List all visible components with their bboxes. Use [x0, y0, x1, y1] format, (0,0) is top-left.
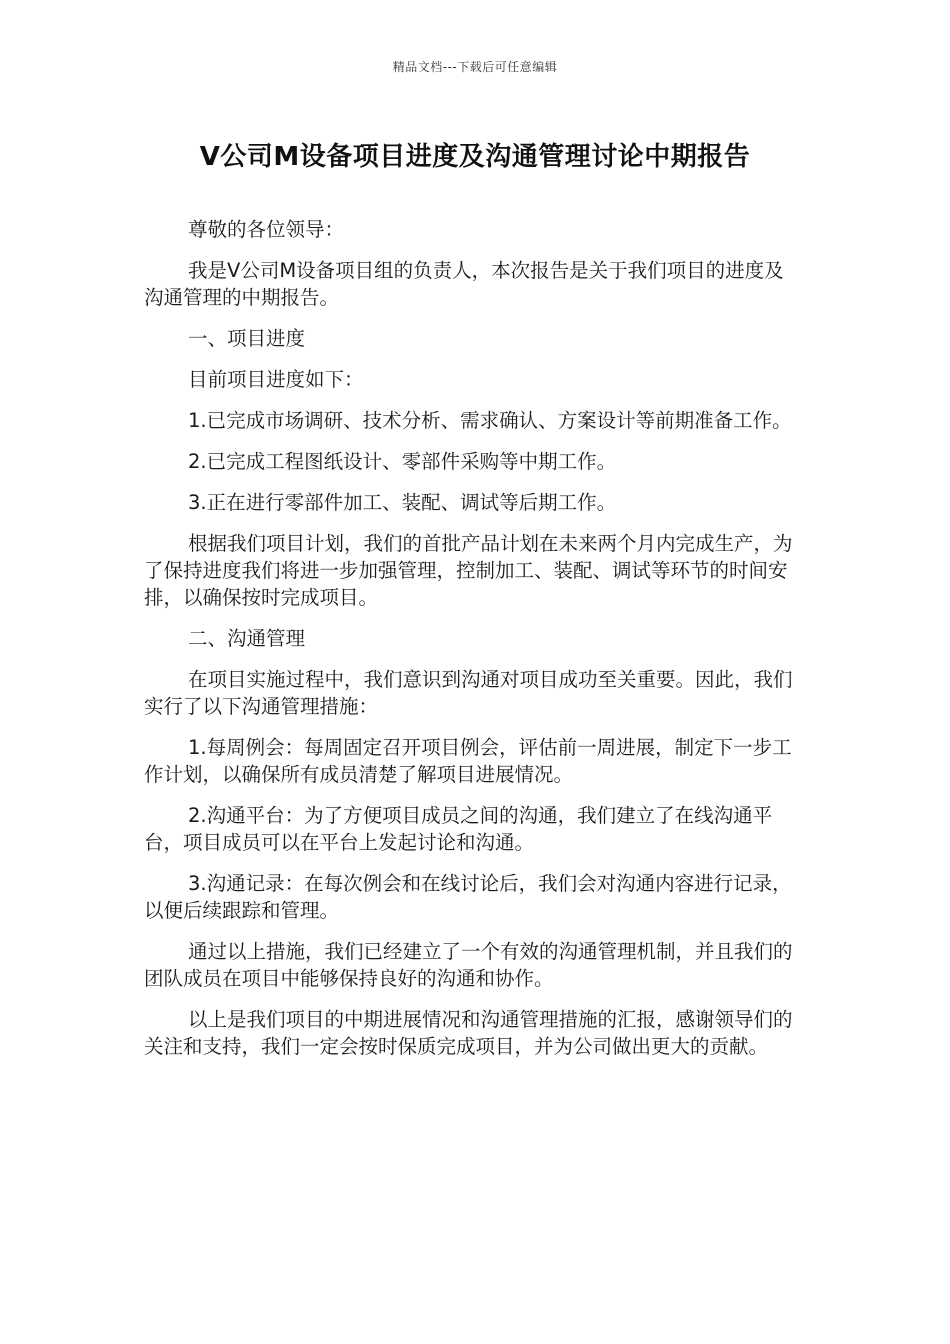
progress-item-3: 3.正在进行零部件加工、装配、调试等后期工作。	[188, 491, 617, 514]
communication-item-3: 3.沟通记录：在每次例会和在线讨论后，我们会对沟通内容进行记录，以便后续跟踪和管理。	[144, 872, 792, 922]
progress-item-2: 2.已完成工程图纸设计、零部件采购等中期工作。	[188, 450, 617, 473]
progress-lead: 目前项目进度如下：	[188, 368, 364, 391]
salutation: 尊敬的各位领导：	[188, 218, 345, 241]
closing-paragraph: 以上是我们项目的中期进展情况和沟通管理措施的汇报，感谢领导们的关注和支持，我们一定会按时保质完成项目，并为公司做出更大的贡献。	[144, 1008, 793, 1058]
document-title: V公司M设备项目进度及沟通管理讨论中期报告	[199, 142, 751, 172]
summary-paragraph: 通过以上措施，我们已经建立了一个有效的沟通管理机制，并且我们的团队成员在项目中能够保持良好的沟通和协作。	[144, 940, 793, 990]
communication-item-1: 1.每周例会：每周固定召开项目例会，评估前一周进展，制定下一步工作计划，以确保所有成员清楚了解项目进展情况。	[144, 736, 792, 786]
section-heading-communication: 二、沟通管理	[188, 627, 306, 650]
communication-lead: 在项目实施过程中，我们意识到沟通对项目成功至关重要。因此，我们实行了以下沟通管理措施：	[144, 668, 793, 718]
section-heading-progress: 一、项目进度	[188, 327, 306, 350]
communication-item-2: 2.沟通平台：为了方便项目成员之间的沟通，我们建立了在线沟通平台，项目成员可以在平台上发起讨论和沟通。	[144, 804, 773, 854]
header-note: 精品文档---下载后可任意编辑	[392, 60, 558, 74]
plan-paragraph: 根据我们项目计划，我们的首批产品计划在未来两个月内完成生产，为了保持进度我们将进一步加强管理，控制加工、装配、调试等环节的时间安排，以确保按时完成项目。	[144, 532, 793, 609]
intro-paragraph: 我是V公司M设备项目组的负责人，本次报告是关于我们项目的进度及沟通管理的中期报告。	[144, 259, 784, 309]
progress-item-1: 1.已完成市场调研、技术分析、需求确认、方案设计等前期准备工作。	[188, 409, 792, 432]
document-body	[144, 216, 794, 1074]
